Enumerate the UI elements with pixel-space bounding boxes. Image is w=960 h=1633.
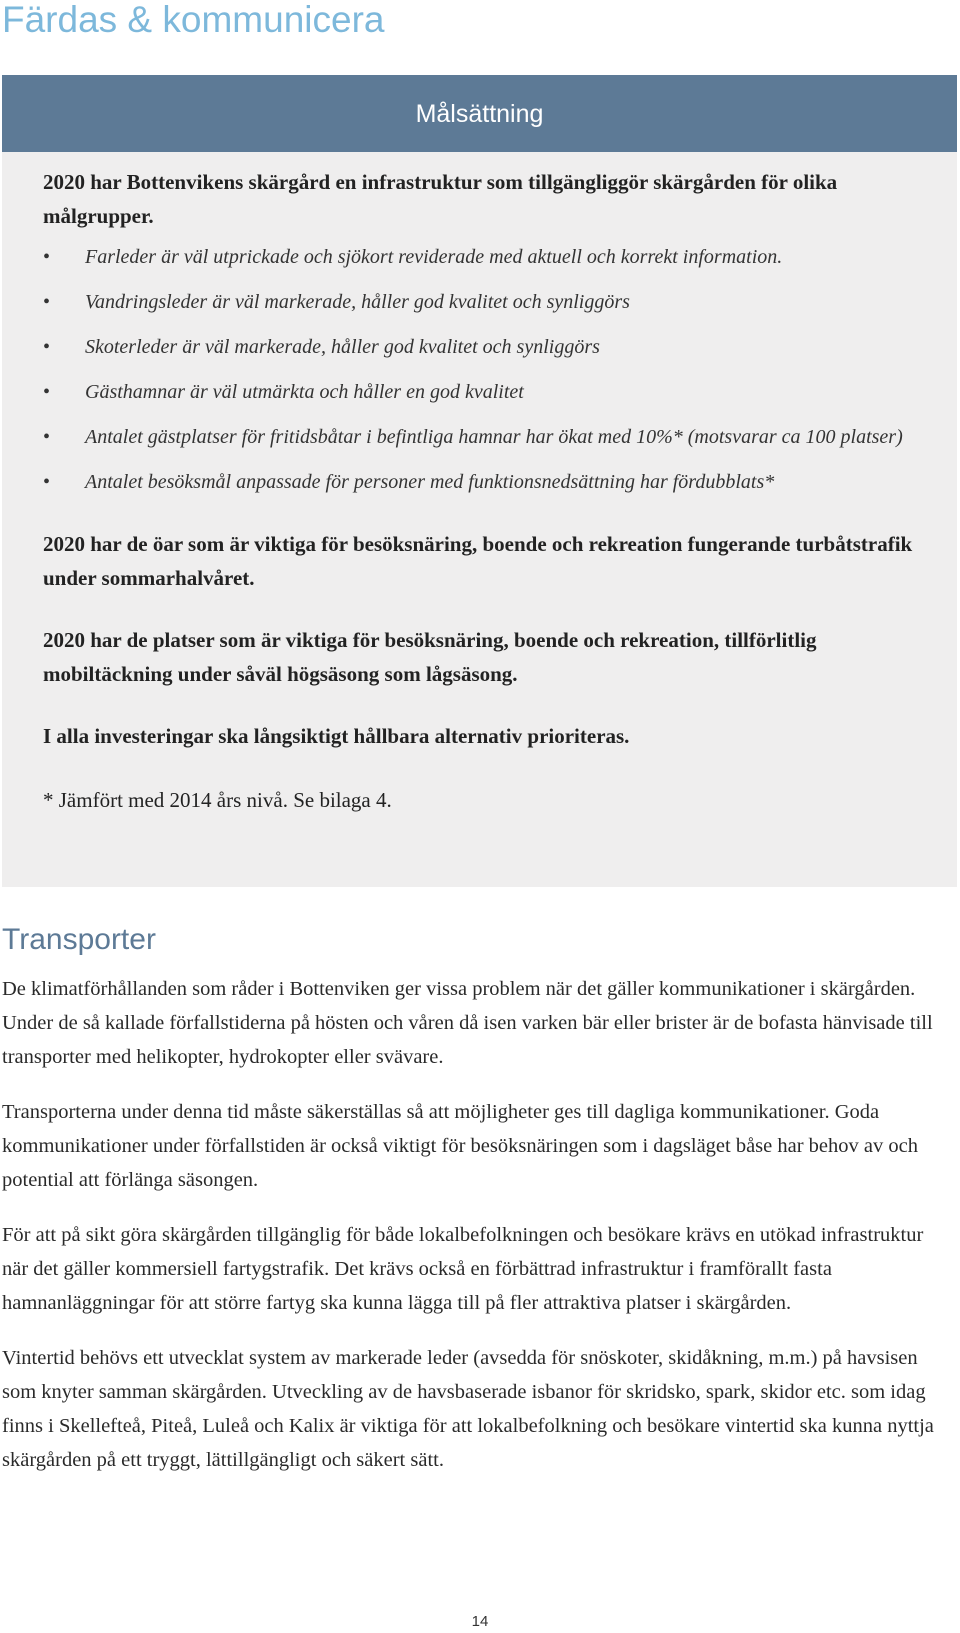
goal-intro: 2020 har Bottenvikens skärgård en infrastruktur som tillgängliggör skärgården för olika målgrupper. [43, 170, 838, 228]
goal-bullet: • Vandringsleder är väl markerade, håller god kvalitet och synliggörs [43, 286, 917, 319]
goal-footnote: * Jämfört med 2014 års nivå. Se bilaga 4. [43, 788, 392, 812]
goal-bullet: • Antalet besöksmål anpassade för personer med funktionsnedsättning har fördubblats* [43, 466, 917, 499]
body-paragraph: De klimatförhållanden som råder i Bottenviken ger vissa problem när det gäller kommunikationer i skärgården. Under de så kallade förfallstiderna på hösten och våren då isen varken bär eller brister är de bofasta hänvisade till transporter med helikopter, hydrokopter eller svävare. [2, 978, 933, 1068]
page-number: 14 [471, 1613, 489, 1630]
body-paragraph: Vintertid behövs ett utvecklat system av markerade leder (avsedda för snöskoter, skidåkning, m.m.) på havsisen som knyter samman skärgården. Utveckling av de havsbaserade isbanor för skridsko, spark, skidor etc. som idag finns i Skellefteå, Piteå, Luleå och Kalix är viktiga för att lokalbefolkning och besökare vintertid ska kunna nyttja skärgården på ett tryggt, lättillgängligt och säkert sätt. [2, 1347, 934, 1471]
goal-bullet: • Antalet gästplatser för fritidsbåtar i befintliga hamnar har ökat med 10%* (motsvarar ca 100 platser) [43, 421, 917, 454]
page-title: Färdas & kommunicera [2, 0, 385, 40]
goal-bullet: • Skoterleder är väl markerade, håller god kvalitet och synliggörs [43, 331, 917, 364]
goal-statement: I alla investeringar ska långsiktigt hållbara alternativ prioriteras. [43, 724, 630, 748]
section-body [2, 972, 952, 1498]
goal-bullet-list [43, 241, 917, 499]
goal-bullet: • Farleder är väl utprickade och sjökort reviderade med aktuell och korrekt information. [43, 241, 917, 274]
body-paragraph: Transporterna under denna tid måste säkerställas så att möjligheter ges till dagliga kommunikationer. Goda kommunikationer under förfallstiden är också viktigt för besöksnäringen som i dagsläget båse har behov av och potential att förlänga säsongen. [2, 1101, 918, 1191]
section-heading: Transporter [2, 923, 156, 956]
goal-statement: 2020 har de platser som är viktiga för besöksnäring, boende och rekreation, tillförlitlig mobiltäckning under såväl högsäsong som lågsäsong. [43, 628, 817, 686]
goal-box [2, 75, 957, 887]
goal-statement: 2020 har de öar som är viktiga för besöksnäring, boende och rekreation fungerande turbåtstrafik under sommarhalvåret. [43, 532, 913, 590]
goal-box-body [2, 165, 957, 817]
body-paragraph: För att på sikt göra skärgården tillgänglig för både lokalbefolkningen och besökare krävs en utökad infrastruktur när det gäller kommersiell fartygstrafik. Det krävs också en förbättrad infrastruktur i framförallt fasta hamnanläggningar för att större fartyg ska kunna lägga till på fler attraktiva platser i skärgården. [2, 1224, 924, 1314]
goal-box-header: Målsättning [2, 75, 957, 152]
goal-bullet: • Gästhamnar är väl utmärkta och håller en god kvalitet [43, 376, 917, 409]
